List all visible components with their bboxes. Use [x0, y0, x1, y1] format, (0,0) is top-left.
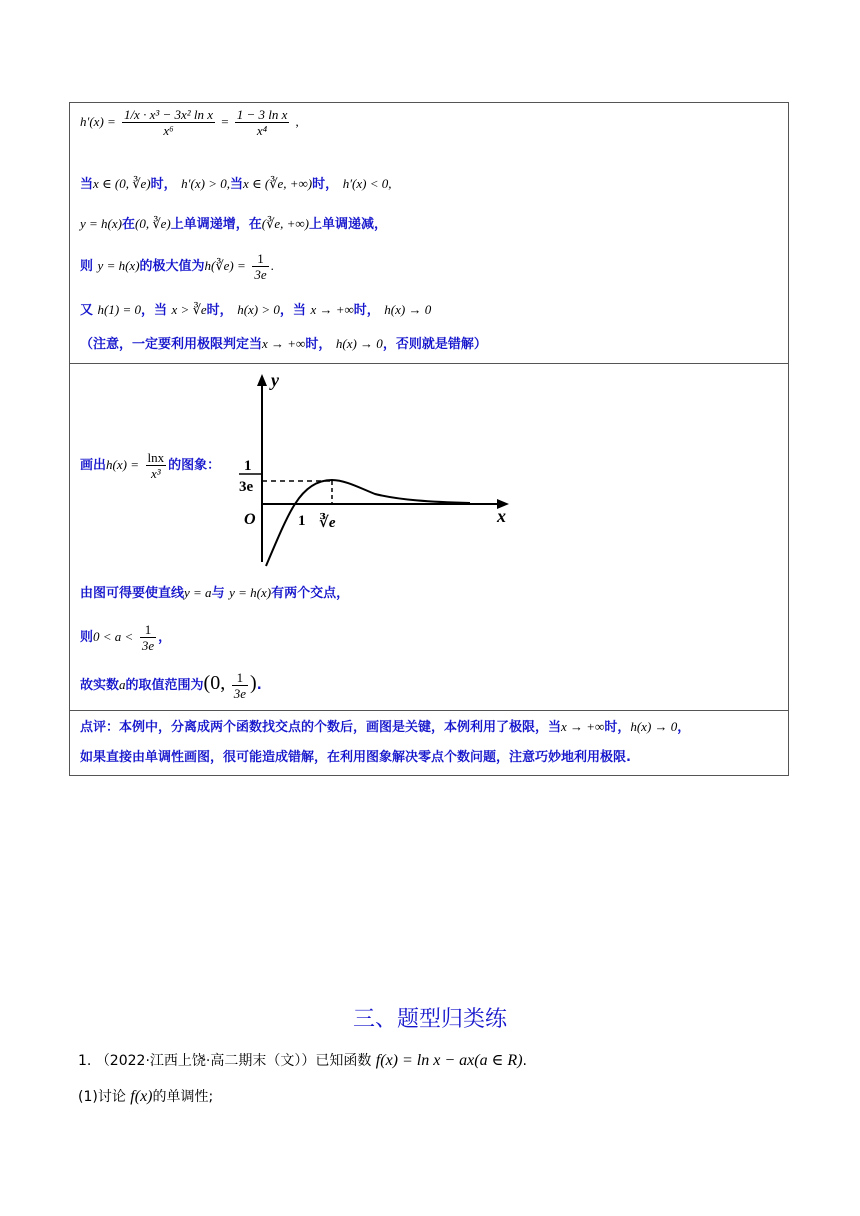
solution-box-derivative [69, 102, 789, 364]
solution-box-graph [69, 363, 789, 711]
intersection-condition: 由图可得要使直线y = a与 y = h(x)有两个交点， [80, 585, 350, 601]
section-title: 三、题型归类练 [352, 1007, 507, 1032]
max-value-denominator: 3e [239, 479, 254, 495]
y-axis-label: y [271, 370, 279, 390]
question-function: f(x) = ln x − ax(a ∈ R) [375, 1052, 523, 1069]
a-range-conclusion: 故实数a的取值范围为(0, $\frac{1}{3e}$ ). [80, 670, 262, 701]
monotonic-intervals-line: 当x ∈ (0, ∛e)时， h′(x) > 0,当x ∈ (∛e, +∞)时， h′(x) < 0, [80, 176, 392, 192]
y-axis-arrow [257, 374, 267, 386]
x-tick-1: 1 [298, 513, 306, 529]
origin-label: O [244, 511, 256, 528]
note-line: （注意，一定要利用极限判定当x → +∞时， h(x) → 0，否则就是错解） [80, 336, 487, 352]
question-1: 1. （2022·江西上饶·高二期末（文））已知函数 f(x) = ln x − ax(a ∈ R). [78, 1052, 527, 1069]
a-inequality: 则0 < a < $\frac{1}{3e}$ ， [80, 622, 172, 653]
max-value-numerator: 1 [244, 458, 252, 474]
x-axis-label: x [497, 506, 506, 526]
zero-and-limit-line: 又 h(1) = 0，当 x > ∛e时， h(x) > 0，当 x → +∞时， h(x) → 0 [80, 302, 432, 318]
question-1-part-1: (1)讨论 f(x)的单调性; [78, 1088, 214, 1105]
comment-line-2: 如果直接由单调性画图，很可能造成错解，在利用图象解决零点个数问题，注意巧妙地利用极限. [80, 750, 631, 765]
function-graph [235, 370, 535, 570]
maximum-value-line: 则 y = h(x)的极大值为h(∛e) = $\frac{1}{3e}$ . [80, 251, 274, 282]
draw-graph-label: 画出h(x) = $\frac{\ln x}{\text{x³}}$ 的图象： [80, 450, 221, 481]
x-tick-cube-root-e: ∛e [319, 515, 336, 531]
derivative-fraction-inner: $\frac{\text{1/x · x³ − 3x² ln x}}{\text{x⁶}}$ [123, 107, 214, 138]
monotonicity-statement: y = h(x)在(0, ∛e)上单调递增，在(∛e, +∞)上单调递减， [80, 216, 388, 232]
comment-box [69, 710, 789, 776]
comment-line-1: 点评：本例中，分离成两个函数找交点的个数后，画图是关键，本例利用了极限，当x → +∞时，h(x) → 0， [80, 719, 691, 735]
derivative-fraction-simplified: $\frac{\text{1 − 3 ln x}}{\text{x⁴}}$ [236, 107, 288, 138]
derivative-line: h′(x) = $\frac{\text{1/x · x³ − 3x² ln x}}{\text{x⁶}}$ = $\frac{\text{1 − 3 ln x}}{\text{x⁴}}$ , [80, 107, 299, 138]
h-curve [266, 480, 470, 566]
